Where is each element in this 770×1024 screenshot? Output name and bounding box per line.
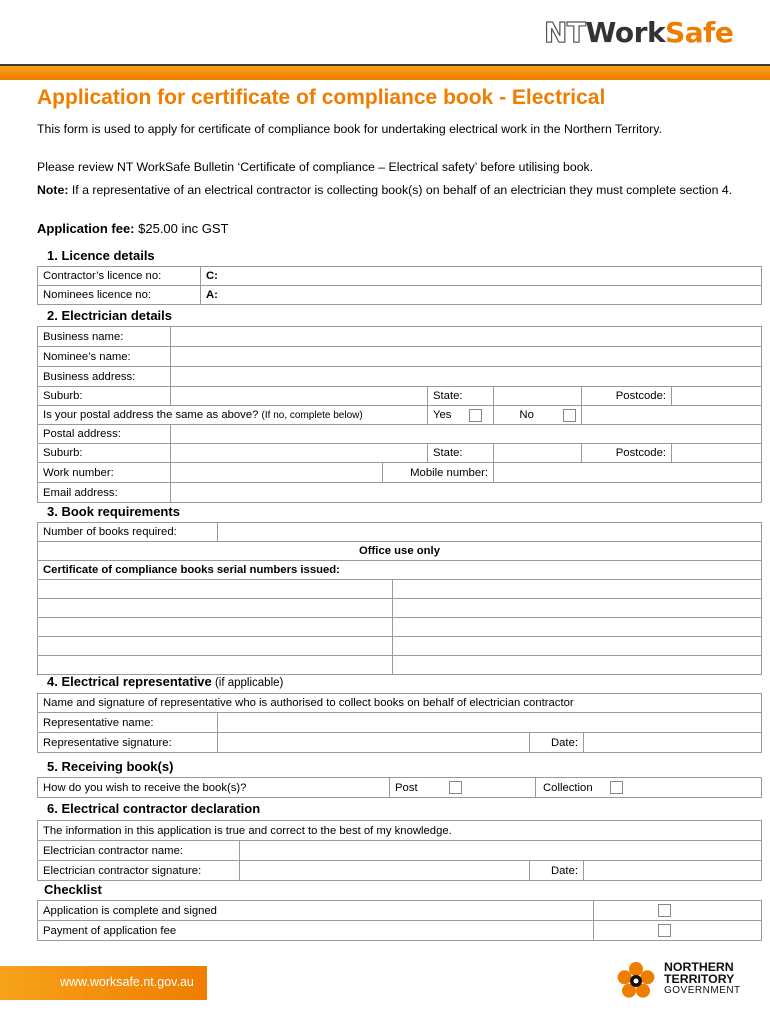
receiving-table [37, 777, 762, 798]
no-checkbox[interactable] [563, 409, 576, 422]
checklist-item-signed: Application is complete and signed [38, 901, 594, 921]
serial-cell [38, 618, 393, 637]
postal-suburb-label: Suburb: [38, 444, 171, 463]
postal-postcode-label: Postcode: [582, 444, 672, 463]
yes-option [428, 406, 494, 425]
post-option [390, 778, 536, 798]
num-books-field[interactable] [218, 523, 762, 542]
section-2-title: 2. Electrician details [47, 308, 173, 323]
state-label: State: [428, 387, 494, 406]
work-number-label: Work number: [38, 463, 171, 483]
postal-state-field[interactable] [494, 444, 582, 463]
nt-line-2: TERRITORY [664, 972, 735, 986]
checklist-item-payment: Payment of application fee [38, 921, 594, 941]
no-label: No [519, 409, 534, 421]
electrician-table [37, 326, 762, 503]
serial-cell [393, 656, 762, 675]
checklist-signed-checkbox[interactable] [658, 904, 671, 917]
mobile-number-label: Mobile number: [383, 463, 494, 483]
fee-paragraph [37, 221, 742, 237]
page-title: Application for certificate of compliance book - Electrical [37, 86, 606, 109]
yes-label: Yes [433, 409, 452, 421]
contractor-signature-label: Electrician contractor signature: [38, 861, 240, 881]
contractor-licence-label: Contractor’s licence no: [38, 267, 201, 286]
footer-url[interactable]: www.worksafe.nt.gov.au [60, 975, 194, 989]
contractor-licence-field[interactable]: C: [201, 267, 762, 286]
business-address-field[interactable] [171, 367, 762, 387]
section-4-title-text: 4. Electrical representative [47, 674, 212, 689]
contractor-date-label: Date: [530, 861, 584, 881]
mobile-number-field[interactable] [494, 463, 762, 483]
contractor-name-field[interactable] [240, 841, 762, 861]
receive-question: How do you wish to receive the book(s)? [38, 778, 390, 798]
post-label: Post [395, 781, 418, 794]
state-field[interactable] [494, 387, 582, 406]
note-paragraph [37, 182, 742, 198]
nt-line-3: GOVERNMENT [664, 985, 741, 996]
books-table [37, 522, 762, 675]
collection-option [536, 778, 762, 798]
postal-same-note: (If no, complete below) [261, 409, 363, 421]
serial-cell [38, 599, 393, 618]
contractor-date-field[interactable] [584, 861, 762, 881]
contractor-signature-field[interactable] [240, 861, 530, 881]
section-4-title [47, 674, 283, 689]
work-number-field[interactable] [171, 463, 383, 483]
nominee-licence-field[interactable]: A: [201, 286, 762, 305]
section-4-subtitle: (if applicable) [211, 677, 284, 689]
review-paragraph: Please review NT WorkSafe Bulletin ‘Certificate of compliance – Electrical safety’ before utilising book. [37, 160, 594, 174]
postal-address-label: Postal address: [38, 425, 171, 444]
nominee-name-label: Nominee’s name: [38, 347, 171, 367]
suburb-label: Suburb: [38, 387, 171, 406]
section-5-title: 5. Receiving book(s) [47, 759, 174, 774]
num-books-label: Number of books required: [38, 523, 218, 542]
note-label: Note: [37, 183, 69, 197]
no-option [494, 406, 582, 425]
checklist-title: Checklist [44, 882, 102, 897]
serial-cell [393, 580, 762, 599]
post-checkbox[interactable] [449, 781, 462, 794]
serials-heading: Certificate of compliance books serial numbers issued: [38, 561, 762, 580]
nominee-licence-label: Nominees licence no: [38, 286, 201, 305]
checklist-payment-cell [594, 921, 762, 941]
serial-cell [393, 637, 762, 656]
rep-date-label: Date: [530, 733, 584, 753]
rep-name-field[interactable] [218, 713, 762, 733]
rep-signature-label: Representative signature: [38, 733, 218, 753]
worksafe-logo: NTWorkSafe [544, 16, 734, 49]
suburb-field[interactable] [171, 387, 428, 406]
email-label: Email address: [38, 483, 171, 503]
representative-description: Name and signature of representative who is authorised to collect books on behalf of electrician contractor [38, 694, 762, 713]
yes-checkbox[interactable] [469, 409, 482, 422]
contractor-name-label: Electrician contractor name: [38, 841, 240, 861]
fee-label: Application fee: [37, 221, 135, 236]
postal-state-label: State: [428, 444, 494, 463]
fee-value: $25.00 inc GST [134, 221, 229, 236]
postal-suburb-field[interactable] [171, 444, 428, 463]
postcode-label: Postcode: [582, 387, 672, 406]
desert-rose-icon [618, 962, 655, 998]
header-bar [0, 66, 770, 80]
licence-table [37, 266, 762, 305]
declaration-table [37, 820, 762, 881]
nominee-name-field[interactable] [171, 347, 762, 367]
checklist-signed-cell [594, 901, 762, 921]
business-name-field[interactable] [171, 327, 762, 347]
serial-cell [38, 637, 393, 656]
email-field[interactable] [171, 483, 762, 503]
checklist-table [37, 900, 762, 941]
declaration-statement: The information in this application is true and correct to the best of my knowledge. [38, 821, 762, 841]
postal-same-label: Is your postal address the same as above? [43, 408, 259, 421]
note-text: If a representative of an electrical contractor is collecting book(s) on behalf of an electrician they must complete section 4. [68, 183, 733, 197]
postal-address-field[interactable] [171, 425, 762, 444]
postcode-field[interactable] [672, 387, 762, 406]
nt-government-wordmark [664, 961, 741, 997]
postal-same-filler [582, 406, 762, 425]
serial-cell [393, 618, 762, 637]
postal-same-question [38, 406, 428, 425]
rep-signature-field[interactable] [218, 733, 530, 753]
serial-cell [38, 580, 393, 599]
intro-paragraph: This form is used to apply for certificate of compliance book for undertaking electrical work in the Northern Territory. [37, 122, 662, 136]
collection-label: Collection [543, 781, 593, 794]
office-use-heading: Office use only [38, 542, 762, 561]
business-address-label: Business address: [38, 367, 171, 387]
representative-table [37, 693, 762, 753]
business-name-label: Business name: [38, 327, 171, 347]
checklist-payment-checkbox[interactable] [658, 924, 671, 937]
nt-line-1: NORTHERN [664, 960, 734, 974]
section-1-title: 1. Licence details [47, 248, 155, 263]
postal-postcode-field[interactable] [672, 444, 762, 463]
section-3-title: 3. Book requirements [47, 504, 180, 519]
rep-date-field[interactable] [584, 733, 762, 753]
serial-cell [38, 656, 393, 675]
serial-cell [393, 599, 762, 618]
rep-name-label: Representative name: [38, 713, 218, 733]
collection-checkbox[interactable] [610, 781, 623, 794]
section-6-title: 6. Electrical contractor declaration [47, 801, 261, 816]
